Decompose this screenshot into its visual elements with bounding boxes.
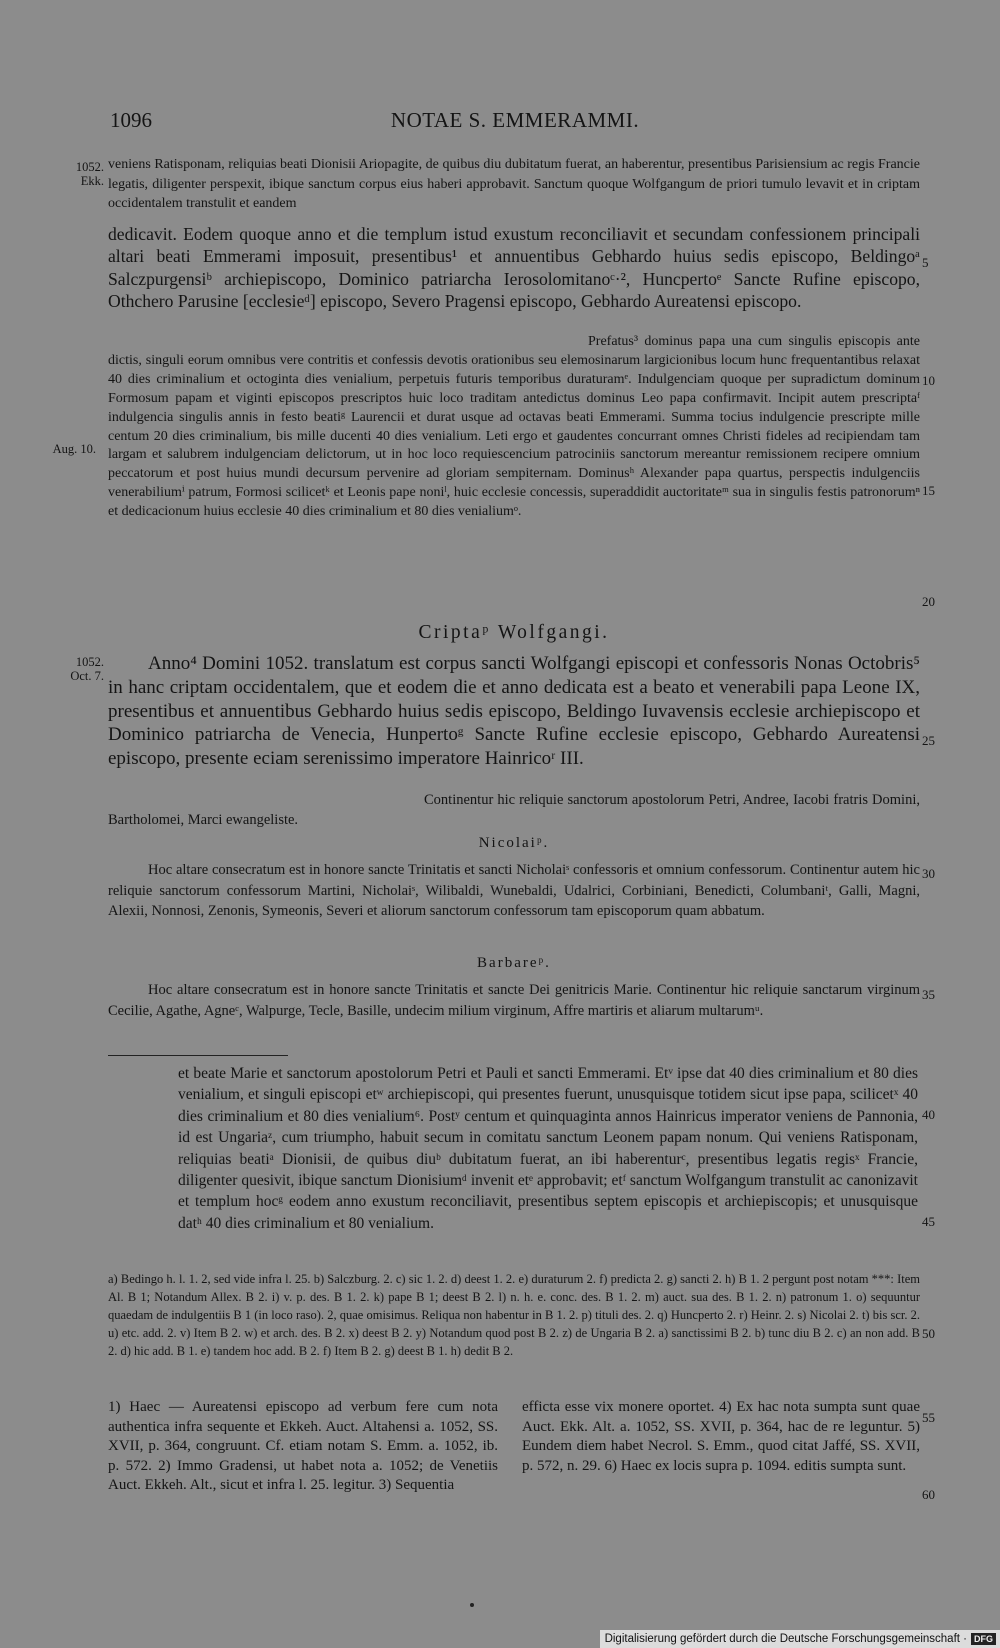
line-number: 25 xyxy=(922,733,935,748)
intro-small-text: veniens Ratisponam, reliquias beati Dionisii Ariopagite, de quibus diu dubitatum fuerat, an haberentur, presentibus Parisiensium ac regis Francie legatis, diligenter perspexit, ibique sanctum corpus eius haberi approbavit. Sanctum quoque Wolfgangum de priori tumulo levavit et in criptam occidentalem transtulit et eandem xyxy=(108,157,920,211)
line-number: 55 xyxy=(922,1410,935,1425)
line-number: 45 xyxy=(922,1214,935,1229)
line-number: 40 xyxy=(922,1107,935,1122)
page-header xyxy=(110,108,920,138)
section-title-barbare: Barbareᵖ. xyxy=(477,955,551,971)
margin-source: Ekk. xyxy=(80,174,104,188)
crypta-relics-text: Continentur hic reliquie sanctorum apostolorum Petri, Andree, Iacobi fratris Domini, Bartholomei, Marci ewangeliste. xyxy=(108,792,920,828)
separator-rule xyxy=(108,1055,288,1056)
margin-year: 1052. xyxy=(75,655,104,669)
line-number: 60 xyxy=(922,1487,935,1502)
page-number: 1096 xyxy=(110,108,152,132)
barbare-text: Hoc altare consecratum est in honore sancte Trinitatis et sancte Dei genitricis Marie. Continentur hic reliquie sanctarum virginum Cecilie, Agathe, Agneᶜ, Walpurge, Tecle, Basille, undecim milium virginum, Affre martiris et aliarum multarumᵘ. xyxy=(108,982,920,1019)
section-title-crypta: Criptaᵖ Wolfgangi. xyxy=(418,622,610,643)
footnotes-left-column: 1) Haec — Aureatensi episcopo ad verbum fere cum nota authentica infra sequente et Ekkeh. Auct. Altahensi a. 1052, SS. XVII, p. 364, congruunt. Cf. etiam notam S. Emm. a. 1052, ib. p. 572. 2) Immo Gradensi, ut habet nota a. 1052; de Venetiis Auct. Ekkeh. Alt., sicut et infra l. 25. legitur. 3) Sequentia xyxy=(108,1399,498,1494)
section-title-nicolai: Nicolaiᵖ. xyxy=(478,835,550,851)
crypta-text: Anno⁴ Domini 1052. translatum est corpus sancti Wolfgangi episcopi et confessoris Nonas Octobris⁵ in hanc criptam occidentalem, que et eodem die et anno dedicata est a beato et venerabili papa Leone IX, presentibus et annuentibus Gebhardo huius sedis episcopo, Beldingo Iuvavensis ecclesie archiepiscopo et Dominico patriarcha de Venecia, Hunpertoᵍ Sancte Rufine ecclesie episcopo, Gebhardo Aureatensi episcopo, presente eciam serenissimo imperatore Hainricoʳ III. xyxy=(108,653,920,770)
variant-continuation-text: et beate Marie et sanctorum apostolorum Petri et Pauli et sancti Emmerami. Etᵛ ipse dat 40 dies criminalium et 80 dies venialium, et singuli episcopi etʷ archiepiscopi, qui presentes fuerunt, unusquisque totidem sicut ipse papa, scilicetˣ 40 dies criminalium et 80 dies venialium⁶. Postʸ centum et quinquaginta annos Hainricus imperator veniens de Pannonia, id est Ungariaᶻ, cum triumpho, habuit secum in comitatu sanctum Leonem papam nonum. Qui veniens Ratisponam, reliquias beatiᵃ Dionisii, de quibus diuᵇ dubitatum fuerat, an ibi haberenturᶜ, presentibus legatis regisˣ Francie, diligenter quesivit, ibique sanctum Dionisiumᵈ invenit etᵉ approbavit; etᶠ sanctum Wolfgangum transtulit ac canonizavit et templum hocᵍ eodem anno exustum reconciliavit, presentibus septem episcopis et archiepiscopis; et unusquisque datʰ 40 dies criminalium et 80 venialium. xyxy=(178,1065,918,1232)
line-number: 35 xyxy=(922,987,935,1002)
digitization-footer xyxy=(600,1630,1000,1648)
page-mark-dot xyxy=(470,1603,474,1607)
line-number: 20 xyxy=(922,594,935,609)
line-number: 50 xyxy=(922,1326,935,1341)
line-number: 15 xyxy=(922,483,935,498)
critical-apparatus: a) Bedingo h. l. 1. 2, sed vide infra l. 25. b) Salczburg. 2. c) sic 1. 2. d) deest 1. 2. e) duraturum 2. f) predicta 2. g) sancti 2. h) B 1. 2 pergunt post notam ***: Item Al. B 1; Notandum Allex. B 2. i) v. p. des. B 1. 2. k) pape B 1; deest B 2. l) n. h. e. conc. des. B 1. 2. m) auct. sua des. B 1. 2. n) patronum 1. o) sequuntur quaedam de indulgentiis B 1 (in loco raso). 2, quae omisimus. Reliqua non habentur in B 1. 2. p) tituli des. 2. q) Huncperto 2. r) Heinr. 2. s) Nicolai 2. t) bis scr. 2. u) etc. add. 2. v) Item B 2. w) et arch. des. B 2. x) deest B 2. y) Notandum quod post B 2. z) de Ungaria B 2. a) sanctissimi B 2. b) tunc diu B 2. c) an non add. B 2. d) hic add. B 1. e) tandem hoc add. B 2. f) Item B 2. g) deest B 1. h) dedit B 2. xyxy=(108,1272,920,1358)
footnotes-right-column: efficta esse vix monere oportet. 4) Ex hac nota sumpta sunt quae Auct. Ekk. Alt. a. 1052, SS. XVII, p. 364, hac de re leguntur. 5) Eundem diem habet Necrol. S. Emm., quod citat Jaffé, SS. XVII, p. 572, n. 29. 6) Haec ex locis supra p. 1094. editis sumpta sunt. xyxy=(522,1399,920,1474)
page-title: NOTAE S. EMMERAMMI. xyxy=(390,108,640,132)
line-number: 10 xyxy=(922,373,935,388)
intro-large-text: dedicavit. Eodem quoque anno et die templum istud exustum reconciliavit et secundam confessionem principali altari beati Emmerami imposuit, presentibus¹ et annuentibus Gebhardo huius sedis episcopo, Beldingoᵃ Salczpurgensiᵇ archiepiscopo, Dominico patriarcha Ierosolomitanoᶜ·², Huncpertoᵉ Sancte Rufine episcopo, Othchero Parusine [ecclesieᵈ] episcopo, Severo Pragensi episcopo, Gebhardo Aureatensi episcopo. xyxy=(108,224,920,312)
margin-date: Aug. 10. xyxy=(52,442,96,456)
line-number: 30 xyxy=(922,866,935,881)
nicolai-text: Hoc altare consecratum est in honore sancte Trinitatis et sancti Nicholaiˢ confessoris et omnium confessorum. Continentur autem hic reliquie sanctorum confessorum Martini, Nicholaiˢ, Wilibaldi, Wunebaldi, Udalrici, Corbiniani, Benedicti, Columbaniᵗ, Galli, Magni, Alexii, Nonnosi, Zenonis, Symeonis, Severi et aliorum sanctorum confessorum tam episcoporum quam abbatum. xyxy=(108,862,920,919)
footer-text: Digitalisierung gefördert durch die Deutsche Forschungsgemeinschaft · xyxy=(604,1633,967,1645)
dfg-logo: DFG xyxy=(971,1633,996,1645)
line-number: 5 xyxy=(922,255,929,270)
margin-date: Oct. 7. xyxy=(70,669,104,683)
margin-year: 1052. xyxy=(75,160,104,174)
indulgence-text: Prefatus³ dominus papa una cum singulis episcopis ante dictis, singuli eorum omnibus vere contritis et confessis devotis orationibus seu elemosinarum largicionibus locum hunc frequentantibus relaxat 40 dies criminalium et octoginta dies venialium, perpetuis futuris temporibus duraturamᵉ. Indulgenciam quoque per supradictum dominum Formosum papam et viginti episcopos prescriptos huic loco traditam antedictus dominus Leo papa confirmavit. Incipit autem prescriptaᶠ indulgencia singulis annis in festo beatiᵍ Laurencii et durat usque ad octavas beati Emmerami. Summa tocius indulgencie prescripte mille centum 20 dies criminalium, bis mille ducenti 40 dies venialium. Leti ergo et gaudentes concurrant omnes Christi fideles ad recipiendam tam largam et salubrem indulgenciam delictorum, ut in hoc loco requiescencium patrociniis sanctorum mereantur remissionem recipere omnium peccatorum et post huius mundi decursum pervenire ad gloriam sempiternam. Dominusʰ Alexander papa quartus, perspectis indulgenciis venerabiliumⁱ patrum, Formosi scilicetᵏ et Leonis pape noniˡ, huic ecclesie concessis, superaddidit auctoritateᵐ sua in singulis festis patronorumⁿ et dedicacionum huius ecclesie 40 dies criminalium et 80 dies venialiumᵒ. xyxy=(108,334,920,520)
